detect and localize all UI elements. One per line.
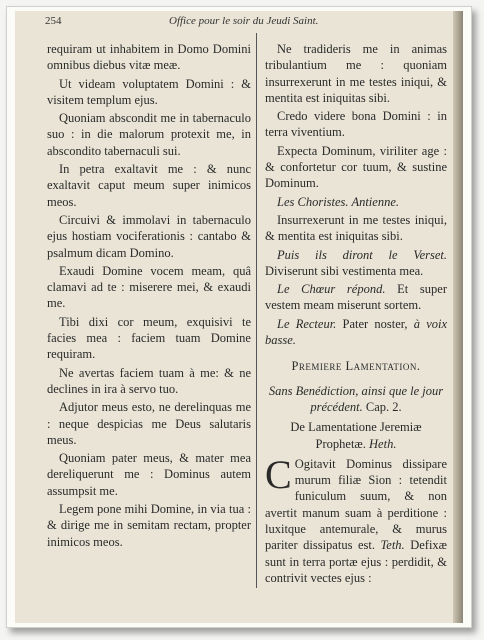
column-divider <box>256 33 257 588</box>
lamentation-text: De Lamentatione Jeremiæ Prophetæ. <box>290 420 422 451</box>
hebrew-letter-heth: Heth. <box>369 436 397 451</box>
page-number: 254 <box>45 15 62 27</box>
rubric-sans-benediction <box>265 383 447 416</box>
verse: Expecta Dominum, viriliter age : & confortetur cor tuum, & sustine Dominum. <box>265 143 447 191</box>
sans-text: Sans Benédiction, ainsi que le jour précédent. <box>268 383 444 414</box>
rubric-voix-basse: à voix basse. <box>265 316 448 348</box>
verse-text: Diviserunt sibi vestimenta mea. <box>265 263 424 278</box>
left-column <box>47 41 251 552</box>
right-column <box>265 41 447 588</box>
verse: Quoniam abscondit me in tabernaculo suo : in die malorum protexit me, in abscondito tabernaculi sui. <box>47 111 251 158</box>
verse: Ne avertas faciem tuam à me: & ne declines in ira à servo tuo. <box>47 365 251 396</box>
rubric-lecteur: Le Recteur. <box>277 316 337 331</box>
running-title: Office pour le soir du Jeudi Saint. <box>169 15 319 27</box>
body-text-2: Defixæ sunt in terra portæ ejus : perdidit, & contrivit vectes ejus : <box>265 538 448 585</box>
verse: Insurrexerunt in me testes iniqui, & mentita est iniquitas sibi. <box>265 212 447 244</box>
verse-with-rubric <box>265 247 447 280</box>
verse: In petra exaltavit me : & nunc exaltavit caput meum super inimicos meos. <box>47 162 251 209</box>
verse: Tibi dixi cor meum, exquisivi te facies mea : faciem tuam Domine requiram. <box>47 314 251 362</box>
verse: Adjutor meus esto, ne derelinquas me : neque despicias me Deus salutaris meus. <box>47 400 251 447</box>
verse: Quoniam pater meus, & mater mea dereliquerunt me : Dominus autem assumpsit me. <box>47 451 251 498</box>
running-header <box>15 15 455 33</box>
choir-text: Et super vestem meam miserunt sortem. <box>265 282 448 313</box>
photo-frame <box>6 6 472 628</box>
lector-line <box>265 316 447 349</box>
choir-response <box>265 281 447 314</box>
hebrew-letter-teth: Teth. <box>380 538 405 553</box>
verse: Ne tradideris me in animas tribulantium me : quoniam insurrexerunt in me testes iniqui, & mentita est iniquitas sibi. <box>265 42 447 105</box>
verse: Exaudi Domine vocem meam, quâ clamavi ad te : miserere mei, & exaudi me. <box>47 263 251 311</box>
rubric-choeur: Le Chœur répond. <box>277 282 386 297</box>
page-edge-shadow <box>453 11 463 623</box>
section-heading: Premiere Lamentation. <box>291 359 421 374</box>
verse: Ut videam voluptatem Domini : & visitem templum ejus. <box>47 76 251 107</box>
verse: Legem pone mihi Domine, in via tua : & dirige me in semitam rectam, propter inimicos meos. <box>47 502 251 549</box>
rubric-choristes: Les Choristes. Antienne. <box>277 194 399 209</box>
chapter-label: Cap. 2. <box>365 399 402 414</box>
lamentation-title <box>265 419 447 452</box>
lector-text: Pater noster, <box>342 316 408 331</box>
body-text: Ogitavit Dominus dissipare murum filiæ Sion : tetendit funiculum suum, & non avertit manum suam à perditione : luxitque antemurale, & murus pariter dissipatus est. <box>265 456 447 553</box>
verse: Circuivi & immolavi in tabernaculo ejus hostiam vociferationis : cantabo & psalmum dicam Domino. <box>47 212 251 260</box>
verse: requiram ut inhabitem in Domo Domini omnibus diebus vitæ meæ. <box>47 42 251 73</box>
lamentation-body <box>265 451 448 586</box>
rubric-puis: Puis ils diront le Verset. <box>277 247 447 262</box>
verse: Credo videre bona Domini : in terra viventium. <box>265 109 447 140</box>
drop-cap: C <box>265 451 292 497</box>
book-page <box>15 11 463 623</box>
